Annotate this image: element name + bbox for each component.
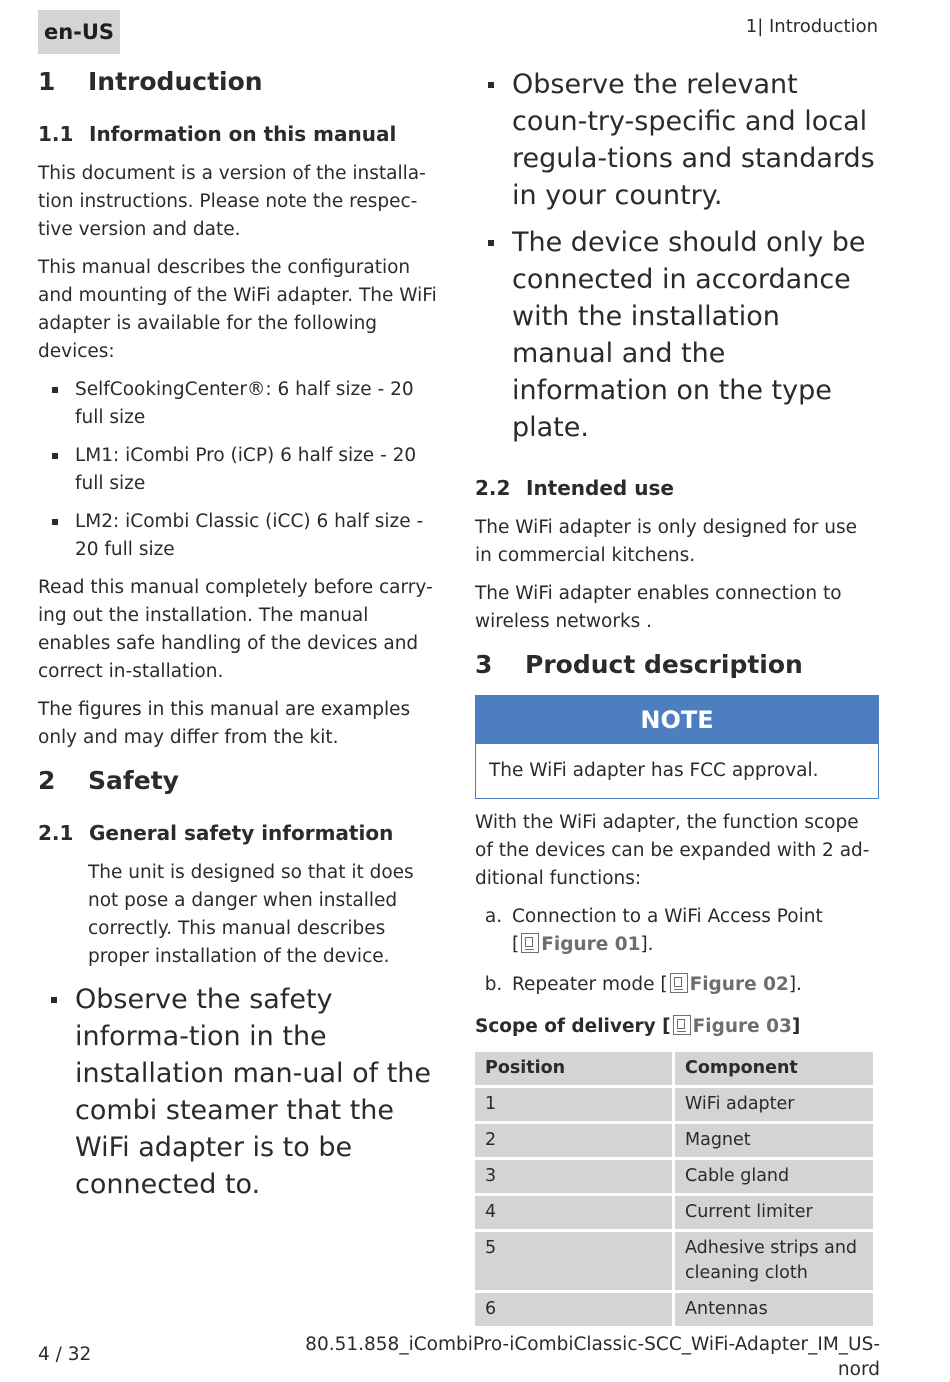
subsection-number: 1.1 bbox=[38, 122, 74, 146]
list-item: b. Repeater mode [ Figure 02]. bbox=[484, 974, 802, 995]
paragraph-intended-use: The WiFi adapter is only designed for use in commercial kitchens. bbox=[475, 517, 858, 566]
list-item: SelfCookingCenter®: 6 half size - 20 full size bbox=[38, 376, 443, 432]
paragraph-document-version: This document is a version of the installa-tion instructions. Please note the respec-tive version and date. bbox=[38, 163, 426, 240]
subsection-heading-information bbox=[38, 122, 443, 146]
figure-reference-icon bbox=[673, 1015, 691, 1035]
table-row: 5 Adhesive strips and cleaning cloth bbox=[475, 1232, 873, 1290]
table-row: 4 Current limiter bbox=[475, 1196, 873, 1229]
figure-reference-icon bbox=[670, 973, 688, 993]
table-row: 3 Cable gland bbox=[475, 1160, 873, 1193]
note-title: NOTE bbox=[476, 696, 878, 744]
paragraph-read-manual: Read this manual completely before carry-ing out the installation. The manual enables safe handling of the devices and correct in-stallation. bbox=[38, 577, 433, 682]
subsection-title: Information on this manual bbox=[89, 122, 397, 146]
function-list bbox=[475, 903, 879, 999]
table-row: 1 WiFi adapter bbox=[475, 1088, 873, 1121]
safety-bullet: Observe the safety informa-tion in the installation man-ual of the combi steamer that the WiFi adapter is to be connected to. bbox=[38, 981, 443, 1203]
safety-bullet: Observe the relevant coun-try-specific and local regula-tions and standards in your country. bbox=[475, 66, 879, 214]
paragraph-wireless: The WiFi adapter enables connection to wireless networks . bbox=[475, 583, 842, 632]
section-heading-safety: 2 Safety bbox=[38, 766, 179, 795]
list-item: a. Connection to a WiFi Access Point [ Figure 01]. bbox=[484, 906, 823, 955]
figure-link[interactable]: Figure 01 bbox=[541, 934, 641, 955]
scope-of-delivery-table bbox=[472, 1049, 876, 1329]
note-box bbox=[475, 695, 879, 799]
scope-of-delivery-heading: Scope of delivery [ Figure 03] bbox=[475, 1016, 801, 1037]
table-row: 6 Antennas bbox=[475, 1293, 873, 1326]
device-list bbox=[38, 376, 443, 564]
document-id: 80.51.858_iCombiPro-iCombiClassic-SCC_WiFi-Adapter_IM_US- nord bbox=[305, 1334, 880, 1380]
paragraph-function-scope: With the WiFi adapter, the function scope of the devices can be expanded with 2 ad-ditional functions: bbox=[475, 812, 870, 889]
paragraph-manual-description: This manual describes the configuration and mounting of the WiFi adapter. The WiFi adapter is available for the following devices: bbox=[38, 257, 437, 362]
list-item: LM1: iCombi Pro (iCP) 6 half size - 20 full size bbox=[38, 442, 443, 498]
figure-reference-icon bbox=[521, 933, 539, 953]
section-heading-introduction bbox=[38, 67, 443, 96]
language-tag: en-US bbox=[38, 10, 120, 54]
right-column bbox=[475, 64, 879, 1329]
column-header: Component bbox=[675, 1052, 873, 1085]
table-row: 2 Magnet bbox=[475, 1124, 873, 1157]
section-title: Introduction bbox=[88, 67, 263, 96]
section-number: 1 bbox=[38, 67, 56, 96]
figure-link[interactable]: Figure 03 bbox=[692, 1016, 792, 1037]
table-header-row bbox=[475, 1052, 873, 1085]
safety-intro: The unit is designed so that it does not pose a danger when installed correctly. This manual describes proper installation of the device. bbox=[88, 862, 414, 967]
section-heading-product-description: 3 Product description bbox=[475, 650, 803, 679]
list-item: LM2: iCombi Classic (iCC) 6 half size - 20 full size bbox=[38, 508, 443, 564]
column-header: Position bbox=[475, 1052, 672, 1085]
running-head: 1| Introduction bbox=[745, 16, 878, 37]
subsection-heading-general-safety: 2.1 General safety information bbox=[38, 821, 394, 845]
safety-bullet: The device should only be connected in accordance with the installation manual and the information on the type plate. bbox=[475, 224, 879, 446]
note-text: The WiFi adapter has FCC approval. bbox=[489, 760, 819, 781]
page-number: 4 / 32 bbox=[38, 1344, 92, 1365]
figure-link[interactable]: Figure 02 bbox=[689, 974, 789, 995]
paragraph-figures-note: The figures in this manual are examples only and may differ from the kit. bbox=[38, 699, 411, 748]
subsection-heading-intended-use: 2.2 Intended use bbox=[475, 476, 674, 500]
left-column bbox=[38, 64, 443, 1203]
